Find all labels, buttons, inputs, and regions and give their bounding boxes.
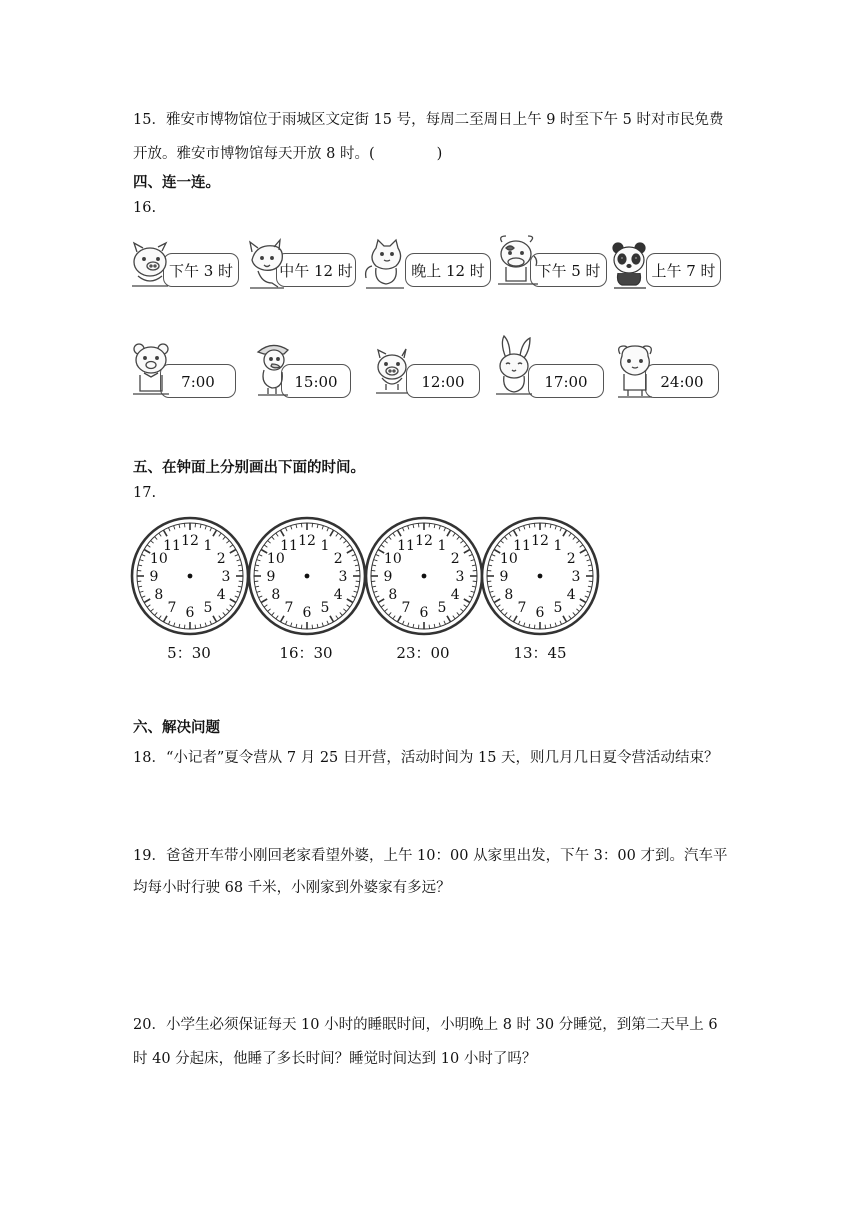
clock-number: 11 <box>280 537 298 554</box>
question-19-line1: 19．爸爸开车带小刚回老家看望外婆，上午 10：00 从家里出发，下午 3：00 才到。汽车平 <box>133 848 728 864</box>
lamb-icon <box>614 344 656 400</box>
clock-number: 10 <box>383 551 402 567</box>
clock-number: 12 <box>181 533 199 549</box>
duck-icon <box>252 340 294 398</box>
section-6-heading: 六、解决问题 <box>133 720 220 736</box>
clock-number: 11 <box>397 537 415 554</box>
clock-number: 5 <box>320 600 330 617</box>
question-20-line1: 20．小学生必须保证每天 10 小时的睡眠时间，小明晚上 8 时 30 分睡觉，到第二天早上 6 <box>133 1017 718 1033</box>
clock-number: 9 <box>499 569 509 585</box>
clock-number: 4 <box>216 587 226 603</box>
clock-time-label-3: 23：00 <box>396 644 450 662</box>
piglet-icon <box>372 348 412 396</box>
clock-number: 11 <box>163 537 181 554</box>
clock-center-dot <box>305 574 310 579</box>
clock-number: 9 <box>383 569 393 585</box>
clock-number: 9 <box>149 569 159 585</box>
question-19-line2: 均每小时行驶 68 千米，小刚家到外婆家有多远？ <box>133 880 451 896</box>
clock-center-dot <box>188 574 193 579</box>
clock-face-1[interactable] <box>132 518 248 634</box>
clock-number: 12 <box>415 533 433 549</box>
clock-number: 7 <box>284 600 294 617</box>
question-18: 18．“小记者”夏令营从 7 月 25 日开营，活动时间为 15 天，则几月几日夏令营活动结束？ <box>133 750 719 766</box>
clock-number: 11 <box>513 537 531 554</box>
time-tag-top-1[interactable]: 下午 3 时 <box>163 253 239 287</box>
clock-time-label-2: 16：30 <box>279 644 333 662</box>
clock-number: 8 <box>154 587 164 603</box>
clock-number: 3 <box>571 569 581 585</box>
clock-number: 1 <box>203 537 213 554</box>
time-tag-bottom-4[interactable]: 17:00 <box>528 364 604 398</box>
clock-number: 2 <box>566 551 576 567</box>
clock-center-dot <box>422 574 427 579</box>
clock-number: 8 <box>271 587 281 603</box>
section-4-heading: 四、连一连。 <box>133 175 220 191</box>
time-tag-top-5[interactable]: 上午 7 时 <box>646 253 721 287</box>
bear-icon <box>130 340 172 398</box>
clock-number: 5 <box>553 600 563 617</box>
clock-number: 10 <box>149 551 168 567</box>
question-19 <box>133 842 753 902</box>
question-16-number: 16. <box>133 200 157 216</box>
clock-face-3[interactable] <box>366 518 482 634</box>
clock-number: 1 <box>553 537 563 554</box>
clock-number: 5 <box>437 600 447 617</box>
clock-number: 3 <box>221 569 231 585</box>
clock-number: 1 <box>320 537 330 554</box>
question-20 <box>133 1011 753 1073</box>
clock-number: 12 <box>298 533 316 549</box>
question-15-line1: 15．雅安市博物馆位于雨城区文定街 15 号，每周二至周日上午 9 时至下午 5 时对市民免费 <box>133 112 724 128</box>
clock-number: 3 <box>338 569 348 585</box>
clock-number: 6 <box>419 605 429 621</box>
clock-face-2[interactable] <box>249 518 365 634</box>
clock-number: 2 <box>333 551 343 567</box>
cow-icon <box>494 234 542 290</box>
clock-number: 7 <box>167 600 177 617</box>
clock-number: 7 <box>517 600 527 617</box>
clock-number: 6 <box>302 605 312 621</box>
cat-icon <box>362 238 408 292</box>
clock-number: 6 <box>535 605 545 621</box>
clock-number: 7 <box>401 600 411 617</box>
clock-number: 5 <box>203 600 213 617</box>
dog-icon <box>244 238 288 292</box>
panda-icon <box>610 240 650 290</box>
clock-number: 2 <box>216 551 226 567</box>
question-20-line2: 时 40 分起床，他睡了多长时间？睡觉时间达到 10 小时了吗？ <box>133 1051 537 1067</box>
time-tag-bottom-3[interactable]: 12:00 <box>406 364 480 398</box>
clock-number: 10 <box>499 551 518 567</box>
clock-number: 4 <box>333 587 343 603</box>
clock-number: 1 <box>437 537 447 554</box>
clock-number: 9 <box>266 569 276 585</box>
clock-number: 3 <box>455 569 465 585</box>
clock-face-4[interactable] <box>482 518 598 634</box>
question-17-number: 17. <box>133 485 157 501</box>
clock-number: 10 <box>266 551 285 567</box>
clock-number: 2 <box>450 551 460 567</box>
time-tag-bottom-2[interactable]: 15:00 <box>281 364 351 398</box>
clock-number: 8 <box>388 587 398 603</box>
clock-number: 4 <box>566 587 576 603</box>
time-tag-bottom-5[interactable]: 24:00 <box>645 364 719 398</box>
question-15 <box>133 106 753 168</box>
clock-number: 6 <box>185 605 195 621</box>
question-15-line2: 开放。雅安市博物馆每天开放 8 时。( ) <box>133 146 443 162</box>
time-tag-top-4[interactable]: 下午 5 时 <box>530 253 607 287</box>
time-tag-top-3[interactable]: 晚上 12 时 <box>405 253 491 287</box>
section-5-heading: 五、在钟面上分别画出下面的时间。 <box>133 460 365 476</box>
clock-number: 8 <box>504 587 514 603</box>
rabbit-icon <box>494 334 534 398</box>
time-tag-bottom-1[interactable]: 7:00 <box>160 364 236 398</box>
time-tag-top-2[interactable]: 中午 12 时 <box>276 253 356 287</box>
clock-center-dot <box>538 574 543 579</box>
clock-faces <box>128 514 608 638</box>
clock-number: 12 <box>531 533 549 549</box>
pig-icon <box>128 238 172 290</box>
clock-number: 4 <box>450 587 460 603</box>
clock-time-label-4: 13：45 <box>513 644 567 662</box>
clock-time-label-1: 5：30 <box>167 644 211 662</box>
